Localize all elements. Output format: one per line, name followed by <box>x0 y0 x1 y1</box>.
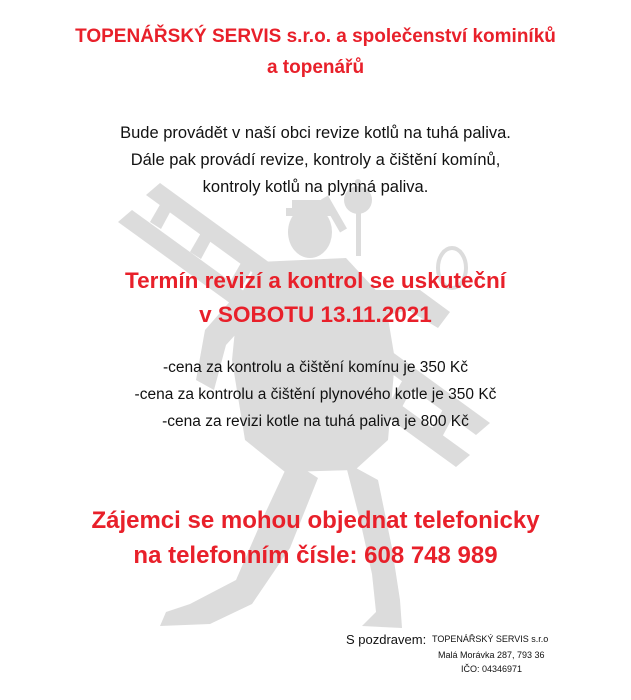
signature-address: Malá Morávka 287, 793 36 <box>438 650 545 660</box>
price-item-chimney: -cena za kontrolu a čištění komínu je 350 Kč <box>163 359 468 376</box>
price-item-gas-boiler: -cena za kontrolu a čištění plynového kotle je 350 Kč <box>134 386 497 403</box>
intro-line-2: Dále pak provádí revize, kontroly a čištění komínů, <box>130 151 501 169</box>
intro-line-1: Bude provádět v naší obci revize kotlů na tuhá paliva. <box>120 124 511 142</box>
heading-line-2: a topenářů <box>266 57 365 78</box>
term-date: v SOBOTU 13.11.2021 <box>199 302 432 327</box>
signature-greeting: S pozdravem: <box>346 632 427 647</box>
signature-company: TOPENÁŘSKÝ SERVIS s.r.o <box>432 634 549 644</box>
price-item-solid-fuel-boiler: -cena za revizi kotle na tuhá paliva je 800 Kč <box>162 413 469 430</box>
term-line-1: Termín revizí a kontrol se uskuteční <box>125 268 506 293</box>
intro-line-3: kontroly kotlů na plynná paliva. <box>202 178 429 196</box>
signature-ico: IČO: 04346971 <box>461 664 523 674</box>
heading-line-1: TOPENÁŘSKÝ SERVIS s.r.o. a společenství kominíků <box>75 26 556 47</box>
contact-phone: na telefonním čísle: 608 748 989 <box>133 542 498 569</box>
contact-line-1: Zájemci se mohou objednat telefonicky <box>91 507 540 534</box>
